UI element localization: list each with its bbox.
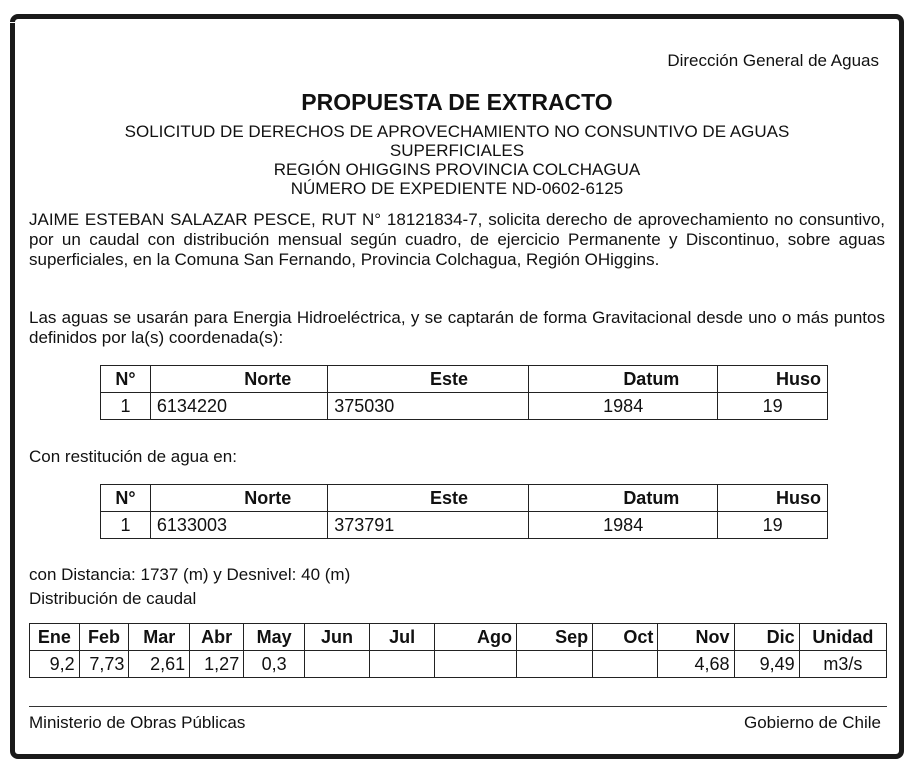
value-sep: [516, 651, 592, 678]
agency-name: Dirección General de Aguas: [667, 51, 879, 70]
col-datum: Datum: [529, 485, 718, 512]
col-number: N°: [101, 485, 151, 512]
cell-north: 6133003: [150, 512, 327, 539]
month-may: May: [244, 624, 305, 651]
month-nov: Nov: [658, 624, 734, 651]
frame-accent-line: [780, 737, 892, 738]
month-mar: Mar: [129, 624, 190, 651]
month-aug: Ago: [435, 624, 517, 651]
cell-number: 1: [101, 512, 151, 539]
value-jan: 9,2: [30, 651, 80, 678]
subtitle-line-2: SUPERFICIALES: [389, 141, 525, 160]
table-row: [101, 512, 828, 539]
value-feb: 7,73: [79, 651, 129, 678]
monthly-flow-table: [29, 623, 887, 678]
table-row: [30, 651, 887, 678]
footer-ministry: Ministerio de Obras Públicas: [29, 713, 246, 732]
col-zone: Huso: [718, 366, 828, 393]
col-east: Este: [328, 485, 529, 512]
col-north: Norte: [150, 485, 327, 512]
month-feb: Feb: [79, 624, 129, 651]
applicant-paragraph: JAIME ESTEBAN SALAZAR PESCE, RUT N° 18121834-7, solicita derecho de aprovechamiento no consuntivo, por un caudal con distribución mensual según cuadro, de ejercicio Permanente y Discontinuo, sobre aguas superficiales, en la Comuna San Fernando, Provincia Colchagua, Región OHiggins.: [29, 210, 885, 269]
frame-accent-line: [10, 22, 115, 23]
subtitle-line-1: SOLICITUD DE DERECHOS DE APROVECHAMIENTO NO CONSUNTIVO DE AGUAS: [124, 122, 790, 141]
value-apr: 1,27: [190, 651, 244, 678]
value-dec: 9,49: [734, 651, 799, 678]
month-sep: Sep: [516, 624, 592, 651]
value-oct: [593, 651, 658, 678]
col-east: Este: [328, 366, 529, 393]
value-may: 0,3: [244, 651, 305, 678]
cell-datum: 1984: [529, 512, 718, 539]
month-oct: Oct: [593, 624, 658, 651]
unit-header: Unidad: [799, 624, 886, 651]
cell-zone: 19: [718, 512, 828, 539]
capture-coordinates-table: [100, 365, 828, 420]
value-nov: 4,68: [658, 651, 734, 678]
month-dec: Dic: [734, 624, 799, 651]
col-north: Norte: [150, 366, 327, 393]
subtitle-file-number: NÚMERO DE EXPEDIENTE ND-0602-6125: [290, 179, 624, 198]
value-aug: [435, 651, 517, 678]
month-jun: Jun: [304, 624, 369, 651]
month-jan: Ene: [30, 624, 80, 651]
month-jul: Jul: [370, 624, 435, 651]
distribution-label: Distribución de caudal: [29, 589, 197, 608]
restitution-coordinates-table: [100, 484, 828, 539]
month-apr: Abr: [190, 624, 244, 651]
cell-zone: 19: [718, 393, 828, 420]
value-jun: [304, 651, 369, 678]
cell-datum: 1984: [529, 393, 718, 420]
table-header-row: [101, 485, 828, 512]
table-header-row: [101, 366, 828, 393]
cell-east: 373791: [328, 512, 529, 539]
cell-north: 6134220: [150, 393, 327, 420]
col-number: N°: [101, 366, 151, 393]
footer-government: Gobierno de Chile: [743, 713, 881, 732]
table-header-row: [30, 624, 887, 651]
use-paragraph: Las aguas se usarán para Energia Hidroeléctrica, y se captarán de forma Gravitacional desde uno o más puntos definidos por la(s) coordenada(s):: [29, 308, 885, 347]
value-jul: [370, 651, 435, 678]
document-frame: [10, 14, 904, 759]
distance-text: con Distancia: 1737 (m) y Desnivel: 40 (m): [29, 565, 351, 584]
subtitle-region: REGIÓN OHIGGINS PROVINCIA COLCHAGUA: [273, 160, 641, 179]
col-datum: Datum: [529, 366, 718, 393]
footer-divider: [29, 706, 887, 707]
cell-east: 375030: [328, 393, 529, 420]
restitution-label: Con restitución de agua en:: [29, 447, 237, 466]
value-mar: 2,61: [129, 651, 190, 678]
col-zone: Huso: [718, 485, 828, 512]
document-title: PROPUESTA DE EXTRACTO: [301, 89, 613, 115]
value-unit: m3/s: [799, 651, 886, 678]
cell-number: 1: [101, 393, 151, 420]
table-row: [101, 393, 828, 420]
